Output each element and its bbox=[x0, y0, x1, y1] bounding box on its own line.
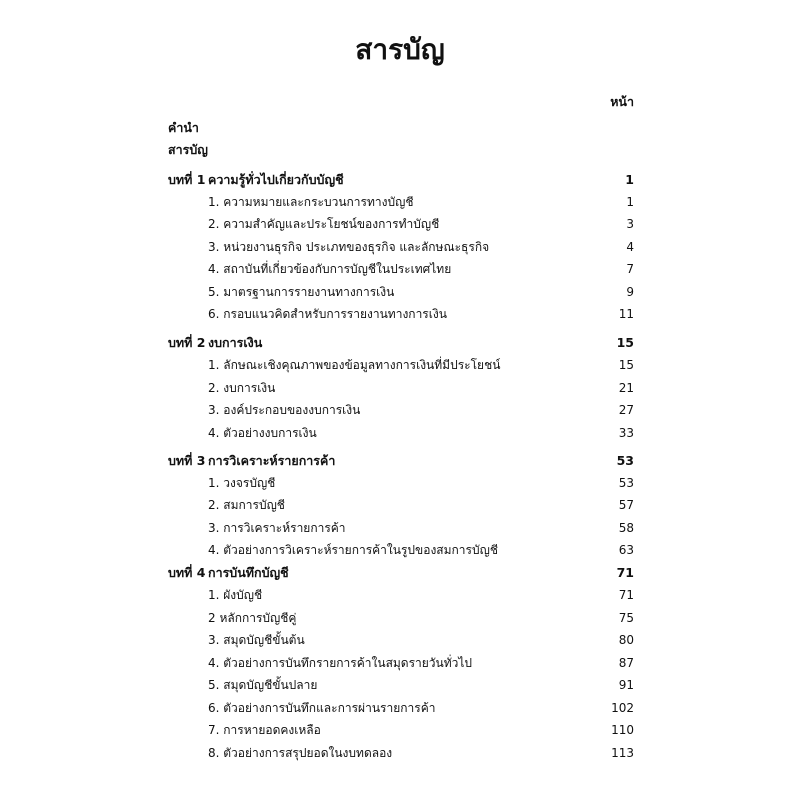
page-column-header: หน้า bbox=[610, 94, 634, 109]
section-title: 2. งบการเงิน bbox=[208, 381, 276, 395]
section-title: 3. สมุดบัญชีขั้นต้น bbox=[208, 633, 305, 647]
section-title: 1. วงจรบัญชี bbox=[208, 476, 276, 490]
chapter-2-row bbox=[168, 333, 634, 353]
chapter-page: 15 bbox=[616, 335, 634, 350]
page-title: สารบัญ bbox=[355, 33, 445, 66]
chapter-page: 1 bbox=[625, 172, 634, 187]
section-page: 4 bbox=[626, 240, 634, 254]
section-title: 4. ตัวอย่างงบการเงิน bbox=[208, 426, 317, 440]
section-row bbox=[168, 282, 634, 302]
section-row bbox=[168, 675, 634, 695]
section-title: 3. หน่วยงานธุรกิจ ประเภทของธุรกิจ และลักษณะธุรกิจ bbox=[208, 240, 490, 254]
section-row bbox=[168, 540, 634, 560]
section-page: 27 bbox=[618, 403, 634, 417]
section-row bbox=[168, 743, 634, 763]
section-row bbox=[168, 495, 634, 515]
section-page: 33 bbox=[618, 426, 634, 440]
section-row bbox=[168, 355, 634, 375]
section-row bbox=[168, 653, 634, 673]
section-page: 71 bbox=[618, 588, 634, 602]
section-row bbox=[168, 473, 634, 493]
section-title: 1. ลักษณะเชิงคุณภาพของข้อมูลทางการเงินที่มีประโยชน์ bbox=[208, 358, 501, 372]
front-matter-contents: สารบัญ bbox=[168, 142, 208, 157]
section-row bbox=[168, 423, 634, 443]
section-page: 110 bbox=[611, 723, 634, 737]
section-page: 53 bbox=[618, 476, 634, 490]
section-title: 7. การหายอดคงเหลือ bbox=[208, 723, 321, 737]
section-page: 3 bbox=[626, 217, 634, 231]
section-page: 80 bbox=[618, 633, 634, 647]
section-row bbox=[168, 214, 634, 234]
section-title: 4. ตัวอย่างการวิเคราะห์รายการค้าในรูปของสมการบัญชี bbox=[208, 543, 498, 557]
chapter-title: งบการเงิน bbox=[208, 335, 263, 350]
section-row bbox=[168, 585, 634, 605]
section-title: 5. สมุดบัญชีขั้นปลาย bbox=[208, 678, 318, 692]
section-page: 113 bbox=[611, 746, 634, 760]
chapter-number: บทที่ 2 bbox=[168, 335, 206, 350]
section-title: 2 หลักการบัญชีคู่ bbox=[208, 611, 297, 625]
section-title: 2. ความสำคัญและประโยชน์ของการทำบัญชี bbox=[208, 217, 440, 231]
section-page: 87 bbox=[618, 656, 634, 670]
section-title: 1. ผังบัญชี bbox=[208, 588, 263, 602]
front-matter-preface: คำนำ bbox=[168, 120, 199, 135]
chapter-4-row bbox=[168, 563, 634, 583]
section-title: 2. สมการบัญชี bbox=[208, 498, 285, 512]
section-row bbox=[168, 400, 634, 420]
chapter-number: บทที่ 3 bbox=[168, 453, 206, 468]
section-page: 15 bbox=[618, 358, 634, 372]
section-page: 21 bbox=[618, 381, 634, 395]
chapter-title: การวิเคราะห์รายการค้า bbox=[208, 453, 336, 468]
section-page: 57 bbox=[618, 498, 634, 512]
section-row bbox=[168, 304, 634, 324]
section-title: 4. สถาบันที่เกี่ยวข้องกับการบัญชีในประเทศไทย bbox=[208, 262, 452, 276]
section-page: 91 bbox=[618, 678, 634, 692]
chapter-number: บทที่ 4 bbox=[168, 565, 206, 580]
section-page: 11 bbox=[618, 307, 634, 321]
section-title: 4. ตัวอย่างการบันทึกรายการค้าในสมุดรายวันทั่วไป bbox=[208, 656, 473, 670]
chapter-1-row bbox=[168, 170, 634, 190]
section-page: 58 bbox=[618, 521, 634, 535]
chapter-number: บทที่ 1 bbox=[168, 172, 206, 187]
section-page: 9 bbox=[626, 285, 634, 299]
section-title: 5. มาตรฐานการรายงานทางการเงิน bbox=[208, 285, 395, 299]
section-title: 8. ตัวอย่างการสรุปยอดในงบทดลอง bbox=[208, 746, 393, 760]
section-title: 6. ตัวอย่างการบันทึกและการผ่านรายการค้า bbox=[208, 701, 436, 715]
section-row bbox=[168, 608, 634, 628]
section-page: 102 bbox=[611, 701, 634, 715]
section-page: 1 bbox=[626, 195, 634, 209]
section-title: 3. การวิเคราะห์รายการค้า bbox=[208, 521, 346, 535]
section-row bbox=[168, 378, 634, 398]
section-page: 75 bbox=[618, 611, 634, 625]
chapter-title: ความรู้ทั่วไปเกี่ยวกับบัญชี bbox=[208, 172, 344, 187]
section-row bbox=[168, 192, 634, 212]
chapter-title: การบันทึกบัญชี bbox=[208, 565, 289, 580]
section-row bbox=[168, 237, 634, 257]
section-row bbox=[168, 698, 634, 718]
section-row bbox=[168, 518, 634, 538]
chapter-page: 53 bbox=[616, 453, 634, 468]
section-page: 7 bbox=[626, 262, 634, 276]
chapter-page: 71 bbox=[616, 565, 634, 580]
section-page: 63 bbox=[618, 543, 634, 557]
section-title: 1. ความหมายและกระบวนการทางบัญชี bbox=[208, 195, 414, 209]
section-title: 6. กรอบแนวคิดสำหรับการรายงานทางการเงิน bbox=[208, 307, 447, 321]
section-row bbox=[168, 720, 634, 740]
chapter-3-row bbox=[168, 451, 634, 471]
section-row bbox=[168, 630, 634, 650]
section-title: 3. องค์ประกอบของงบการเงิน bbox=[208, 403, 361, 417]
section-row bbox=[168, 259, 634, 279]
